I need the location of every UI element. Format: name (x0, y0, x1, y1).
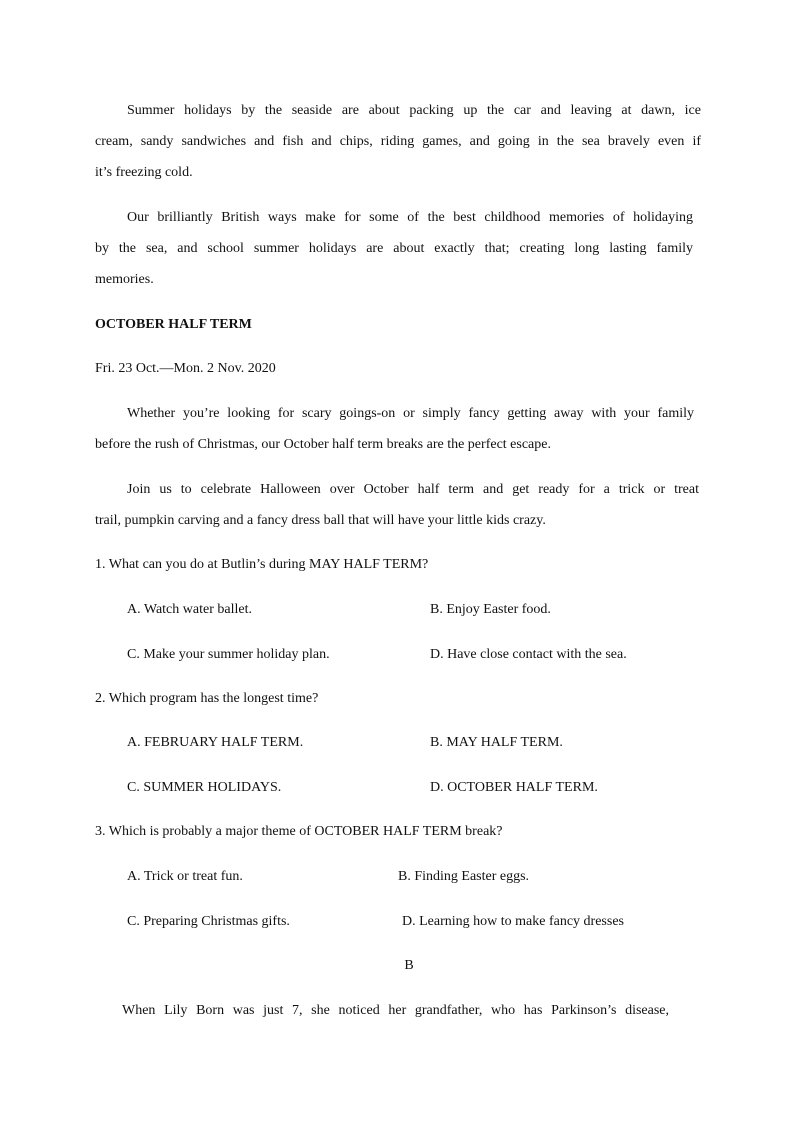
passage-label: B (404, 958, 414, 973)
question-stem: 1. What can you do at Butlin’s during MAY HALF TERM? (95, 557, 429, 572)
option-c[interactable]: C. Preparing Christmas gifts. (127, 914, 290, 929)
option-a[interactable]: A. FEBRUARY HALF TERM. (127, 735, 304, 750)
option-a[interactable]: A. Watch water ballet. (127, 602, 252, 617)
option-d[interactable]: D. OCTOBER HALF TERM. (430, 780, 598, 795)
option-a[interactable]: A. Trick or treat fun. (127, 869, 243, 884)
option-d[interactable]: D. Learning how to make fancy dresses (402, 914, 624, 929)
section-heading: OCTOBER HALF TERM (95, 317, 252, 332)
question-stem: 2. Which program has the longest time? (95, 691, 319, 706)
option-b[interactable]: B. Finding Easter eggs. (398, 869, 530, 884)
paragraph-line: trail, pumpkin carving and a fancy dress ball that will have your little kids crazy. (95, 513, 546, 528)
paragraph-line: Join us to celebrate Halloween over October half term and get ready for a trick or treat (127, 482, 699, 497)
paragraph-line: cream, sandy sandwiches and fish and chips, riding games, and going in the sea bravely even if (95, 134, 701, 149)
paragraph-line: Whether you’re looking for scary goings-on or simply fancy getting away with your family (127, 406, 694, 421)
option-c[interactable]: C. SUMMER HOLIDAYS. (127, 780, 282, 795)
question-stem: 3. Which is probably a major theme of OCTOBER HALF TERM break? (95, 824, 503, 839)
paragraph-line: before the rush of Christmas, our October half term breaks are the perfect escape. (95, 437, 551, 452)
paragraph-line: it’s freezing cold. (95, 165, 193, 180)
paragraph-line: Summer holidays by the seaside are about packing up the car and leaving at dawn, ice (127, 103, 701, 118)
option-c[interactable]: C. Make your summer holiday plan. (127, 647, 330, 662)
option-d[interactable]: D. Have close contact with the sea. (430, 647, 627, 662)
option-b[interactable]: B. Enjoy Easter food. (430, 602, 551, 617)
paragraph-line: memories. (95, 272, 154, 287)
section-dates: Fri. 23 Oct.—Mon. 2 Nov. 2020 (95, 361, 276, 376)
paragraph-line: When Lily Born was just 7, she noticed her grandfather, who has Parkinson’s disease, (122, 1003, 669, 1018)
paragraph-line: Our brilliantly British ways make for some of the best childhood memories of holidaying (127, 210, 693, 225)
option-b[interactable]: B. MAY HALF TERM. (430, 735, 563, 750)
paragraph-line: by the sea, and school summer holidays are about exactly that; creating long lasting family (95, 241, 693, 256)
